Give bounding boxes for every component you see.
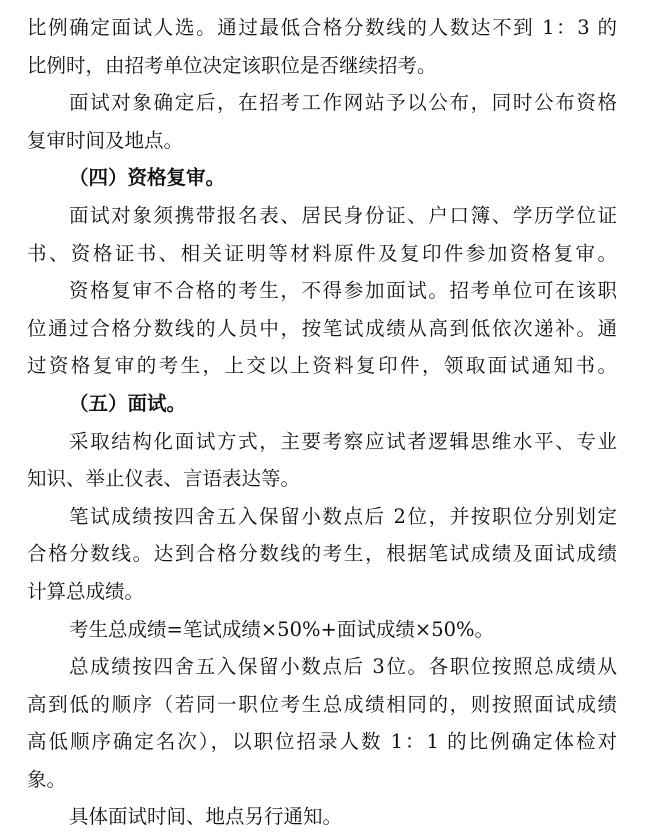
paragraph-line: 采取结构化面试方式，主要考察应试者逻辑思维水平、专业	[69, 429, 617, 453]
section-heading: （四）资格复审。	[69, 166, 226, 190]
paragraph-line: 象。	[27, 767, 67, 791]
paragraph-line: 过资格复审的考生，上交以上资料复印件，领取面试通知书。	[27, 354, 617, 378]
paragraph-line: 面试对象须携带报名表、居民身份证、户口簿、学历学位证	[69, 203, 617, 227]
paragraph-line: 计算总成绩。	[27, 579, 145, 603]
paragraph-line: 书、资格证书、相关证明等材料原件及复印件参加资格复审。	[27, 241, 617, 265]
paragraph-line: 比例时，由招考单位决定该职位是否继续招考。	[27, 53, 437, 77]
paragraph-line: 复审时间及地点。	[27, 128, 184, 152]
paragraph-line: 笔试成绩按四舍五入保留小数点后 2位，并按职位分别划定	[69, 504, 617, 528]
section-heading: （五）面试。	[69, 391, 187, 415]
paragraph-line: 合格分数线。达到合格分数线的考生，根据笔试成绩及面试成绩	[27, 542, 617, 566]
paragraph-line: 具体面试时间、地点另行通知。	[69, 805, 343, 829]
formula-line: 考生总成绩=笔试成绩×50%+面试成绩×50%。	[69, 617, 495, 641]
paragraph-line: 知识、举止仪表、言语表达等。	[27, 467, 301, 491]
paragraph-line: 高低顺序确定名次），以职位招录人数 1：1 的比例确定体检对	[27, 730, 617, 754]
document-page	[27, 9, 617, 836]
paragraph-line: 高到低的顺序（若同一职位考生总成绩相同的，则按照面试成绩	[27, 692, 617, 716]
paragraph-line: 比例确定面试人选。通过最低合格分数线的人数达不到 1：3 的	[27, 16, 617, 39]
paragraph-line: 面试对象确定后，在招考工作网站予以公布，同时公布资格	[69, 91, 617, 115]
paragraph-line: 总成绩按四舍五入保留小数点后 3位。各职位按照总成绩从	[69, 655, 617, 679]
paragraph-line: 资格复审不合格的考生，不得参加面试。招考单位可在该职	[69, 279, 617, 303]
paragraph-line: 位通过合格分数线的人员中，按笔试成绩从高到低依次递补。通	[27, 316, 617, 340]
